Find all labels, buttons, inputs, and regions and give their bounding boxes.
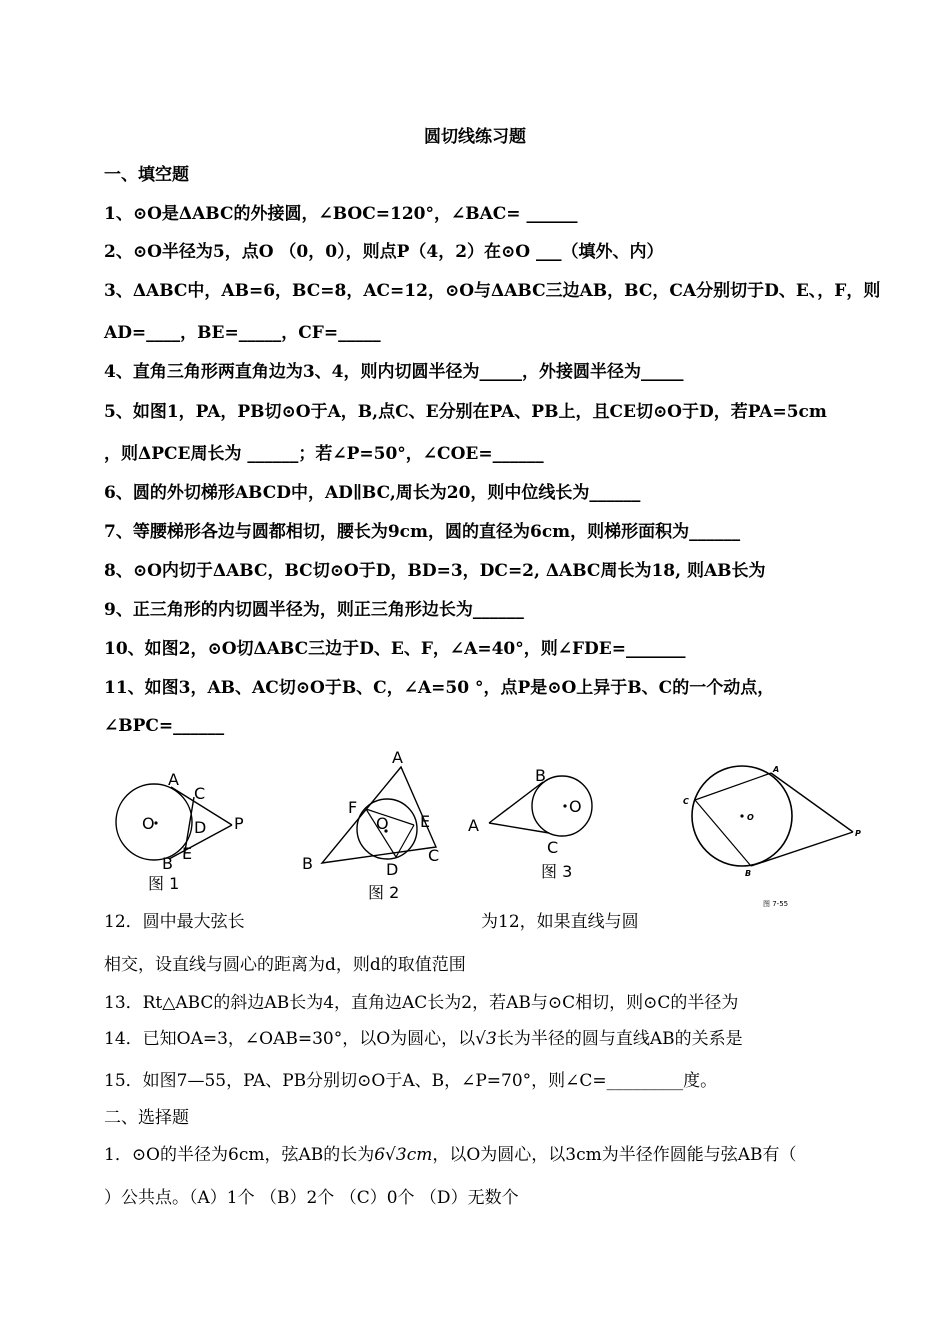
fig1-label-p: P xyxy=(234,814,244,833)
question-12-part1: 12．圆中最大弦长 xyxy=(104,912,245,932)
page-title: 圆切线练习题 xyxy=(424,127,526,147)
question-11-line1: 11、如图3，AB、AC切⊙O于B、C，∠A=50 °，点P是⊙O上异于B、C的一个动点， xyxy=(104,678,775,698)
question-11-line2: ∠BPC=______ xyxy=(104,716,225,736)
question-9: 9、正三角形的内切圆半径为，则正三角形边长为______ xyxy=(104,600,524,620)
question-3-line1: 3、ΔABC中，AB=6，BC=8，AC=12，⊙O与ΔABC三边AB，BC，CA分别切于D、E、，F，则 xyxy=(104,281,881,301)
choice-1-math: 6√3cm xyxy=(374,1145,433,1165)
fig2-label-d: D xyxy=(386,860,399,879)
question-4: 4、直角三角形两直角边为3、4，则内切圆半径为_____，外接圆半径为_____ xyxy=(104,362,684,382)
fig4-label-o: O xyxy=(747,813,754,822)
fig4-label-c: C xyxy=(683,797,689,806)
choice-1-options: ）公共点。（A）1个 （B）2个 （C）0个 （D）无数个 xyxy=(104,1188,519,1208)
fig2-caption-text: 图 2 xyxy=(368,883,400,902)
question-15: 15．如图7—55，PA、PB分别切⊙O于A、B，∠P=70°，则∠C=_________度。 xyxy=(104,1071,718,1091)
fig2-label-b: B xyxy=(302,854,313,873)
question-14 xyxy=(104,1024,743,1049)
fig3-label-o: O xyxy=(569,797,582,816)
choice-1-post: ，以O为圆心，以3cm为半径作圆能与弦AB有（ xyxy=(432,1145,797,1165)
question-3-line2: AD=____，BE=_____，CF=_____ xyxy=(104,323,381,343)
fig2-label-c: C xyxy=(428,846,440,865)
figure-3 xyxy=(465,765,605,885)
fig2-label-a: A xyxy=(392,748,403,767)
fig2-label-o: O xyxy=(376,814,389,833)
question-14-pre: 14．已知OA=3，∠OAB=30°，以O为圆心，以 xyxy=(104,1029,476,1049)
question-12-part2: 为12，如果直线与圆 xyxy=(481,912,639,932)
fig4-label-b: B xyxy=(745,869,752,878)
section-fill-blank: 一、填空题 xyxy=(104,165,189,185)
question-14-post: 长为半径的圆与直线AB的关系是 xyxy=(496,1029,743,1049)
fig4-label-p: P xyxy=(855,829,861,838)
fig1-label-o: O xyxy=(142,814,155,833)
choice-1-line1 xyxy=(104,1140,797,1165)
figure-1 xyxy=(110,765,260,895)
fig3-caption: 图 3 xyxy=(541,862,573,881)
fig2-label-f: F xyxy=(348,798,358,817)
choice-1-pre: 1．⊙O的半径为6cm，弦AB的长为 xyxy=(104,1145,375,1165)
fig3-label-c: C xyxy=(547,838,559,857)
question-6: 6、圆的外切梯形ABCD中，AD∥BC,周长为20，则中位线长为______ xyxy=(104,483,641,503)
fig1-label-d: D xyxy=(194,818,207,837)
question-5-line2: ，则ΔPCE周长为 ______；若∠P=50°，∠COE=______ xyxy=(104,444,544,464)
fig4-label-a: A xyxy=(773,765,780,774)
fig3-circle xyxy=(532,776,592,836)
fig1-caption: 图 1 xyxy=(148,874,180,893)
figure-7-55 xyxy=(675,760,865,910)
section-multiple-choice: 二、选择题 xyxy=(104,1108,189,1128)
figure-2 xyxy=(298,745,458,880)
fig1-label-c: C xyxy=(194,784,206,803)
question-14-math: √3 xyxy=(475,1029,497,1049)
question-10: 10、如图2，⊙O切ΔABC三边于D、E、F，∠A=40°，则∠FDE=_______ xyxy=(104,639,686,659)
question-5-line1: 5、如图1，PA，PB切⊙O于A，B,点C、E分别在PA、PB上，且CE切⊙O于D，若PA=5cm xyxy=(104,402,827,422)
fig1-label-e: E xyxy=(182,844,193,863)
question-2: 2、⊙O半径为5，点O （0，0），则点P（4，2）在⊙O ___（填外、内） xyxy=(104,242,664,262)
fig1-label-b: B xyxy=(162,854,173,873)
fig3-label-b: B xyxy=(535,766,546,785)
fig3-label-a: A xyxy=(468,816,479,835)
fig4-caption: 图 7-55 xyxy=(763,900,789,908)
fig2-label-e: E xyxy=(420,812,431,831)
question-13: 13．Rt△ABC的斜边AB长为4，直角边AC长为2，若AB与⊙C相切，则⊙C的半径为 xyxy=(104,993,739,1013)
question-1: 1、⊙O是ΔABC的外接圆，∠BOC=120°，∠BAC= ______ xyxy=(104,204,578,224)
question-7: 7、等腰梯形各边与圆都相切，腰长为9cm，圆的直径为6cm，则梯形面积为______ xyxy=(104,522,741,542)
question-8: 8、⊙O内切于ΔABC，BC切⊙O于D，BD=3，DC=2, ΔABC周长为18, 则AB长为 xyxy=(104,561,766,581)
fig1-label-a: A xyxy=(168,770,179,789)
question-12-line2: 相交，设直线与圆心的距离为d，则d的取值范围 xyxy=(104,955,466,975)
